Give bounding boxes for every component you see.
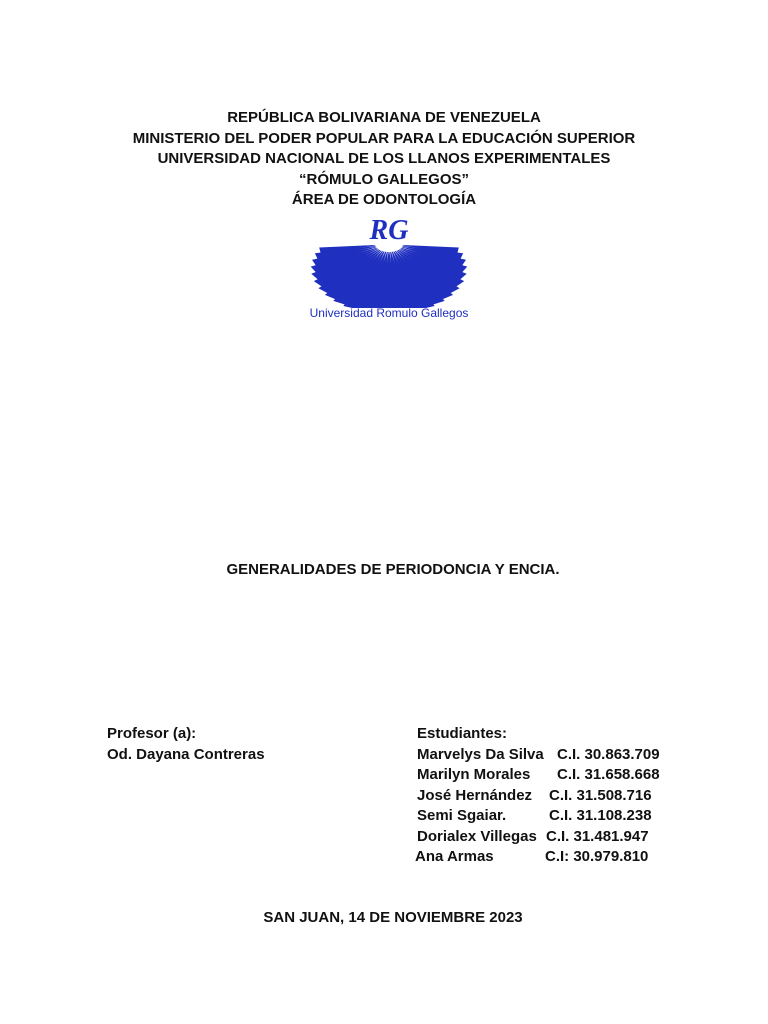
students-label: Estudiantes: [417,725,508,742]
student-row [417,786,652,807]
document-title: GENERALIDADES DE PERIODONCIA Y ENCIA. [226,561,560,578]
student-row [417,745,660,766]
student-name: José Hernández [417,786,533,804]
student-name: Semi Sgaiar. [417,807,507,824]
student-name: Ana Armas [415,848,494,865]
student-ci: C.I. 30.863.709 [557,745,660,763]
logo-caption: Universidad Romulo Gallegos [309,306,469,320]
header-line-ministry: MINISTERIO DEL PODER POPULAR PARA LA EDUCACIÓN SUPERIOR [132,129,636,147]
students-block [415,724,660,868]
header-line-university: UNIVERSIDAD NACIONAL DE LOS LLANOS EXPERIMENTALES [157,150,611,167]
professor-block [107,724,265,765]
student-ci: C.I. 31.508.716 [549,786,652,804]
university-logo-icon [283,212,495,308]
student-row [417,806,652,827]
student-name: Marvelys Da Silva [417,745,544,763]
place-date: SAN JUAN, 14 DE NOVIEMBRE 2023 [263,909,523,926]
professor-name: Od. Dayana Contreras [107,745,265,763]
header-line-republic: REPÚBLICA BOLIVARIANA DE VENEZUELA [227,109,541,126]
student-name: Marilyn Morales [417,766,531,783]
student-name: Dorialex Villegas [417,827,537,845]
professor-label: Profesor (a): [107,725,197,742]
institution-header [0,108,768,211]
student-row [417,827,649,848]
student-ci: C.I. 31.658.668 [557,766,660,783]
student-row [415,847,649,868]
student-ci: C.I: 30.979.810 [545,848,649,865]
university-logo [283,212,495,328]
student-row [417,765,660,786]
header-line-university-name: “RÓMULO GALLEGOS” [299,170,469,188]
student-ci: C.I. 31.481.947 [546,827,649,845]
header-line-area: ÁREA DE ODONTOLOGÍA [291,191,477,208]
logo-monogram: RG [369,215,409,246]
student-ci: C.I. 31.108.238 [549,807,652,824]
